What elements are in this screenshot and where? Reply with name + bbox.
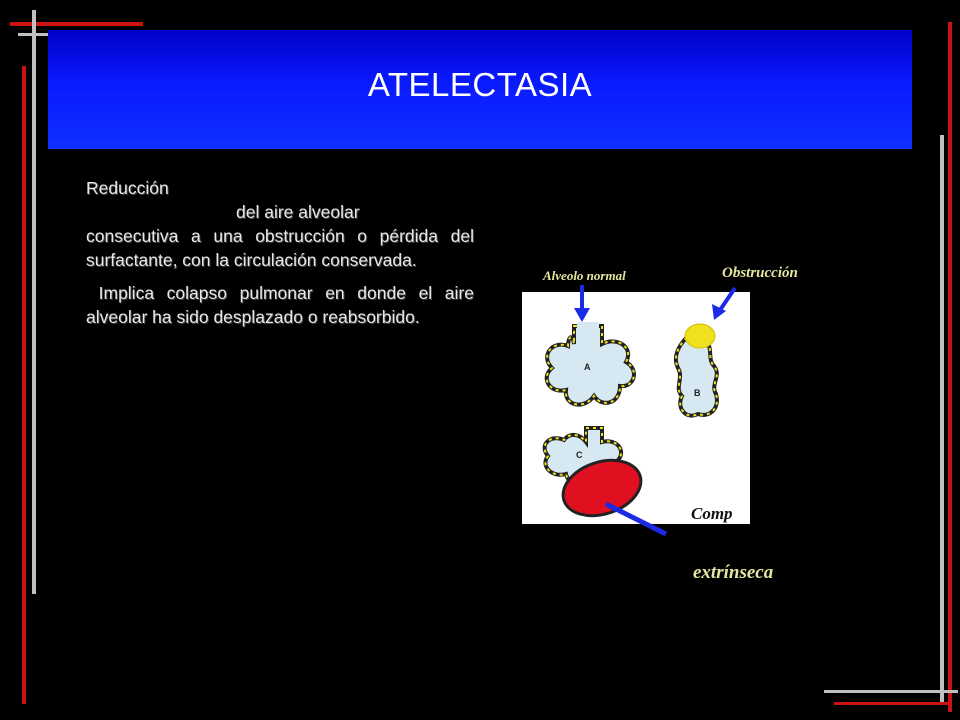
frame-line-right-gray [940,135,944,705]
label-obstruccion: Obstrucción [722,265,798,281]
label-alveolo-normal: Alveolo normal [543,268,626,283]
slide-title: ATELECTASIA [367,66,593,103]
frame-line-left-red [22,66,26,704]
body-text [86,176,479,337]
frame-line-bottom-red [834,702,950,705]
paragraph-definition [86,176,474,273]
paragraph-definition-rest: del aire alveolar [236,202,360,223]
label-comp: Comp [691,504,733,523]
frame-line-left-gray [32,10,36,594]
frame-line-bottom-gray [824,690,958,693]
alveolus-c [545,428,648,524]
alveolus-b [676,324,717,416]
alveolus-a [547,322,634,405]
alveolus-b-letter: B [694,388,701,398]
paragraph-definition-lead: Reducción [86,178,169,198]
alveolus-a-letter: A [584,362,591,372]
alveoli-svg [522,292,750,524]
paragraph-definition-continuation: consecutiva a una obstrucción o pérdida del surfactante, con la circulación conservada. [86,226,474,271]
frame-line-top-red [10,22,143,26]
paragraph-collapse: Implica colapso pulmonar en donde el aire alveolar ha sido desplazado o reabsorbido. [86,282,479,327]
frame-line-right-red [948,22,952,712]
label-extrinseca: extrínseca [693,562,774,583]
alveolus-c-letter: C [576,450,583,460]
alveoli-illustration [522,292,750,524]
title-band [48,30,912,149]
obstruction-plug [685,324,715,348]
